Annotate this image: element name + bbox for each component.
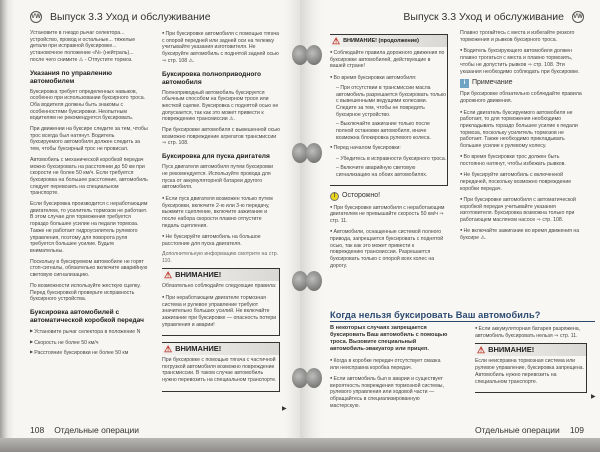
continue-arrow-icon: ▶ [282,406,287,412]
bullet-item: ● Перед началом буксировки: [330,144,447,152]
punch-hole [306,143,322,163]
warning-body: Если неисправна тормозная система или рулевое управление, буксировка запрещена. Автомобиль нужно перевозить на специальном транспорте. [475,358,585,385]
page-number: 108 [30,425,45,435]
caution-title: ! Осторожно! [330,192,448,201]
paragraph: Поскольку в буксируемом автомобиле не горят стоп-сигналы, обязательно включите аварийную световую сигнализацию. [30,258,148,279]
paragraph: По возможности используйте жесткую сцепку. Перед буксировкой проверьте исправность буксирного устройства. [30,282,141,303]
paragraph: Полноприводный автомобиль буксируется обычным способом на буксирном тросе или жесткой сцепке. Буксировка с поднятой осью не допускается, так как это может привести к повреждению трансмиссии ⚠. [162,89,279,123]
note-bullet: ● Во время буксировки трос должен быть постоянно натянут, чтобы избежать рывков. [460,153,584,167]
caution-bullet: ● Автомобили, оснащенные системой полного привода, запрещается буксировать с поднятой осью, так как это может привести к повреждению трансмиссии. Разрешается буксировать только с опорой всех колес на дорогу. [330,228,448,269]
heading-awd-towing: Буксировка полноприводного автомобиля [162,70,262,86]
warning-box [475,343,587,393]
warning-triangle-icon: ⚠ [164,344,173,354]
section-column-1 [330,325,448,413]
right-page [300,0,600,440]
section-intro: В некоторых случаях запрещается буксировать Ваш автомобиль с помощью троса. Вызовите специальный автомобиль-эвакуатор или прицеп. [330,325,448,352]
list-item: ▶ Скорость не более 50 км/ч [30,339,148,347]
note-bullet: ● Если двигатель буксируемого автомобиля не работает, то для торможения необходимо прикладывать гораздо большее усилие к педали тормоза, поскольку усилитель тормозов не работает. Также необходимо прикладывать большее усилие к рулевому колесу. [460,109,584,150]
warning-triangle-icon: ⚠ [332,36,341,46]
paragraph: При движении на буксире следите за тем, чтобы трос всегда был натянут. Водитель буксируемого автомобиля должен следить за тем, чтобы буксирный трос не провисал. [30,126,148,153]
section-bullet: ● Когда в коробке передач отсутствует смазка или неисправна коробка передач. [330,357,448,371]
bullet-item: ● Соблюдайте правила дорожного движения по буксировке автомобилей, действующие в вашей стране! [330,49,447,70]
punch-hole [306,271,322,291]
left-intro-paragraph: Установите в гнездо рычаг селектора... устройство, провод и остальные... тяжелые детали при исправной буксировке... установочное положение «N» (нейтраль)... после чего снимите ⚠ - Отпустите тормоз. [30,30,136,63]
list-item: ▶ Установите рычаг селектора в положение N [30,328,148,336]
left-page [0,0,300,440]
caution-icon: ! [330,192,339,201]
bullet-item: ● Во время буксировки автомобиля: [330,74,447,82]
warning-triangle-icon: ⚠ [477,345,486,356]
warning-title: ⚠ ВНИМАНИЕ! [475,343,586,356]
warning-body: При буксировке с помощью тягача с частичной погрузкой автомобиля возможно повреждение трансмиссии. В таком случае автомобиль нужно перевозить на специальном транспорте. [162,357,277,384]
right-page-header [403,11,584,23]
bullet-item: ● Не буксируйте автомобиль на большое расстояние для пуска двигателя. [162,233,280,247]
paragraph: Автомобиль с механической коробкой передач можно буксировать на расстоянии до 50 км при скорости не более 50 км/ч. Если требуется буксировка на большее расстояние, автомобиль следует перевозить на специальном транспорте. [30,156,148,197]
warning-box [162,342,280,392]
caution-bullet: ● При буксировке автомобиля с неработающим двигателем не превышайте скорость 50 км/ч ⇒ стр. 11. [330,204,448,225]
warning-title: ⚠ ВНИМАНИЕ! [162,342,279,355]
dash-item: – При отсутствии в трансмиссии масла автомобиль разрешается буксировать только с вывешенными ведущими колесами. Следите за тем, чтобы не повредить буксирное устройство. [330,85,447,119]
warning-title: ⚠ ВНИМАНИЕ! [162,268,279,281]
warning-intro: Обязательно соблюдайте следующие правила: [162,283,277,290]
right-page-footer [475,425,584,435]
page-bottom-edge [0,438,600,452]
continue-arrow-icon: ▶ [591,394,596,400]
heading-driving-instructions: Указания по управлению автомобилем [30,69,113,85]
bullet-item: ● Водитель буксирующего автомобиля должен плавно трогаться с места и плавно тормозить, чтобы не допустить рывков ⇒ стр. 108. Эти указания необходимо соблюдать при буксировке. [460,47,584,75]
left-page-header [30,11,211,23]
warning-bullet: ● При неработающем двигателе тормозная система и рулевое управление требуют значительно больших усилий. Не включайте зажигание при буксировке — опасность потери управления и аварии! [162,294,279,329]
left-column-2 [162,30,280,398]
footer-title: Отдельные операции [54,425,139,435]
paragraph: При буксировке автомобиля с вывешенной осью возможно повреждение агрегатов трансмиссии ⇒ стр. 108. [162,127,280,147]
heading-automatic-towing: Буксировка автомобилей с автоматической коробкой передач [30,308,145,324]
note-title: i Примечание [460,79,584,88]
left-column-1 [30,30,148,360]
bullet-item: ● При буксировке автомобиля с помощью тягача с опорой передней или задней оси на тележку учитывайте указания изготовителя. Не буксируйте автомобиль с поднятой задней осью ⇒ стр. 108 ⚠. [162,30,280,65]
right-header-text: Выпуск 3.3 Уход и обслуживание [403,11,564,23]
footer-title: Отдельные операции [475,425,560,435]
section-bullet: ● Если аккумуляторная батарея разряжена, автомобиль буксировать нельзя ⇒ стр. 11. [475,325,587,339]
bullet-item: ● Если пуск двигателя возможен только путем буксировки, включите 2-ю или 3-ю передачу, выжмите сцепление, включите зажигание и после набора скорости плавно отпустите педаль сцепления. [162,195,280,230]
paragraph: Если буксировка производится с неработающим двигателем, то усилитель тормозов не работает. В этом случае для торможения требуется гораздо большее усилие на педали тормоза. Также не работает гидроусилитель рулевого управления, поэтому для поворота руля требуется большее усилие. Будьте внимательны. [30,201,148,254]
dash-item: – Выключайте зажигание только после полной остановки автомобиля, иначе возможна блокировка рулевого колеса. [330,121,447,141]
warning-box [162,268,280,336]
note-icon: i [460,79,469,88]
right-column-2 [460,30,584,245]
section-column-2 [475,325,587,399]
paragraph: Пуск двигателя автомобиля путем буксировки не рекомендуется. Используйте провода для пуска от аккумуляторной батареи другого автомобиля. [162,164,274,191]
note-bullet: ● Не буксируйте автомобиль с включенной передачей, поскольку возможно повреждение коробки передач. [460,171,584,192]
right-column-1 [330,30,448,273]
paragraph: Плавно трогайтесь с места и избегайте резкого торможения и рывков буксирного троса. [460,30,575,43]
paragraph: Буксировка требует определенных навыков, особенно при использовании буксирного троса. Оба водителя должны быть знакомы с особенностями буксировки. Неопытным водителям не рекомендуется буксировать. [30,88,146,122]
vw-logo-icon: VW [30,11,42,23]
left-header-text: Выпуск 3.3 Уход и обслуживание [50,11,211,23]
heading-tow-start: Буксировка для пуска двигателя [162,153,270,161]
note-bullet: ● При буксировке автомобиля с автоматической коробкой передач учитывайте указания изготовителя. Буксировка возможна только при работающем масляном насосе ⇒ стр. 108. [460,196,584,224]
note-intro: При буксировке обязательно соблюдайте правила дорожного движения. [460,91,582,104]
section-title: Когда нельзя буксировать Ваш автомобиль? [330,310,595,322]
warning-box-continued [330,34,448,186]
list-item: ▶ Расстояние буксировки не более 50 км [30,349,148,357]
page-number: 109 [569,425,584,435]
warning-triangle-icon: ⚠ [164,270,173,281]
punch-hole [306,45,322,65]
vw-logo-icon: VW [572,11,584,23]
punch-hole [306,368,322,388]
note-bullet: ● Не включайте зажигание во время движения на буксире ⚠. [460,227,584,241]
dash-item: – Убедитесь в исправности буксирного троса. [330,156,447,163]
paragraph: Дополнительную информацию смотрите на стр. 110. [162,250,279,264]
dash-item: – Включите аварийную световую сигнализацию на обоих автомобилях. [330,165,447,178]
section-bullet: ● Если автомобиль был в аварии и существует вероятность повреждения тормозной системы, рулевого управления или ходовой части — обращайтесь в специализированную мастерскую. [330,375,448,410]
left-page-footer [30,425,139,435]
warning-title: ⚠ ВНИМАНИЕ! (продолжение) [330,34,447,47]
